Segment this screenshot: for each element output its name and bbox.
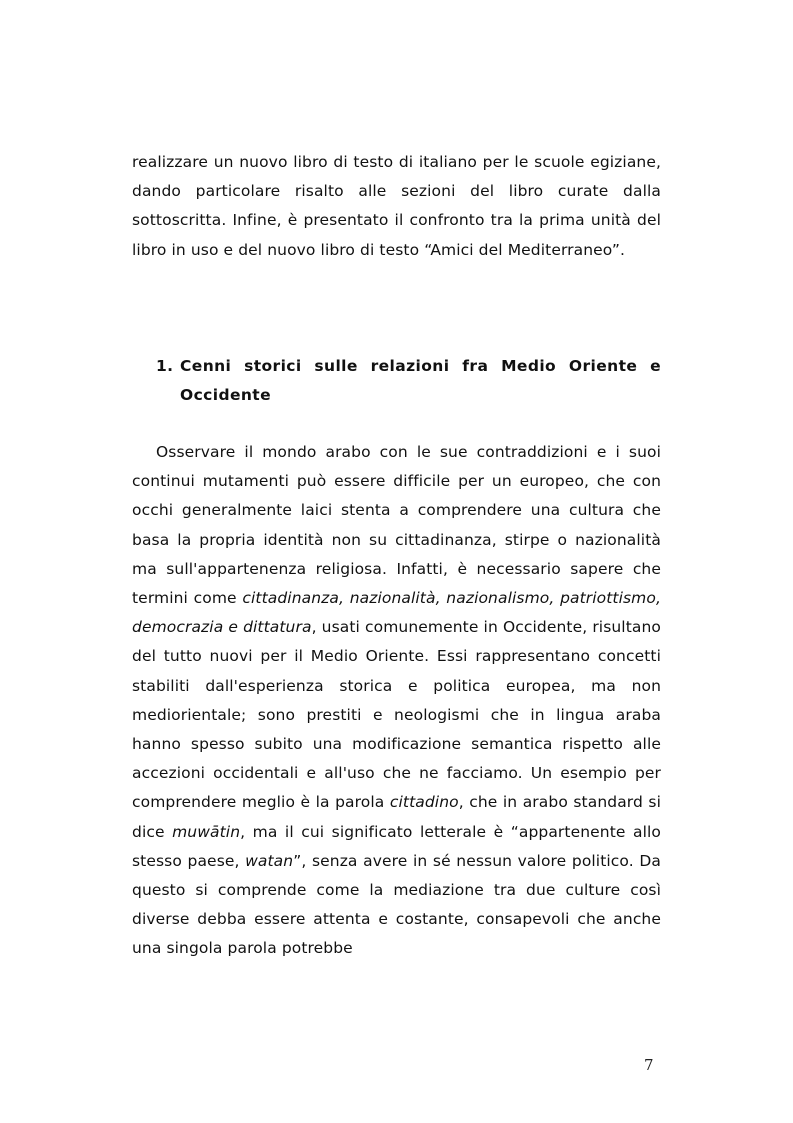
body-text-1: Osservare il mondo arabo con le sue contraddizioni e i suoi continui mutamenti può essere difficile per un europeo, che con occhi generalmente laici stenta a comprendere una cultura che basa la propria identità non su cittadinanza, stirpe o nazionalità ma sull'appartenenza religiosa. Infatti, è necessario sapere che termini come (132, 443, 661, 608)
body-text-5: ”, senza avere in sé nessun valore politico. Da questo si comprende come la mediazione tra due culture così diverse debba essere attenta e costante, consapevoli che anche una singola parola potrebbe (132, 851, 661, 958)
section-title: Cenni storici sulle relazioni fra Medio Oriente e Occidente (180, 357, 661, 404)
italic-word-cittadino: cittadino (389, 793, 459, 812)
page-number: 7 (644, 1056, 654, 1074)
italic-word-muwatin: muwātin (172, 822, 241, 841)
section-number: 1. (156, 357, 174, 375)
italic-terms: cittadinanza, nazionalità, nazionalismo, patriottismo, democrazia e dittatura (132, 589, 661, 637)
intro-paragraph: realizzare un nuovo libro di testo di italiano per le scuole egiziane, dando particolare risalto alle sezioni del libro curate dalla sottoscritta. Infine, è presentato il confronto tra la prima unità del libro in uso e del nuovo libro di testo “Amici del Mediterraneo”. (132, 153, 661, 259)
section-heading (156, 352, 661, 410)
body-paragraph (132, 438, 661, 964)
italic-word-watan: watan (245, 851, 294, 870)
body-text-4: , ma il cui significato letterale è “appartenente allo stesso paese, (132, 822, 661, 870)
body-text-3: , che in arabo standard si dice (132, 793, 661, 841)
body-text-2: , usati comunemente in Occidente, risultano del tutto nuovi per il Medio Oriente. Essi rappresentano concetti stabiliti dall'esperienza storica e politica europea, ma non mediorientale; sono prestiti e neologismi che in lingua araba hanno spesso subito una modificazione semantica rispetto alle accezioni occidentali e all'uso che ne facciamo. Un esempio per comprendere meglio è la parola (132, 618, 661, 812)
